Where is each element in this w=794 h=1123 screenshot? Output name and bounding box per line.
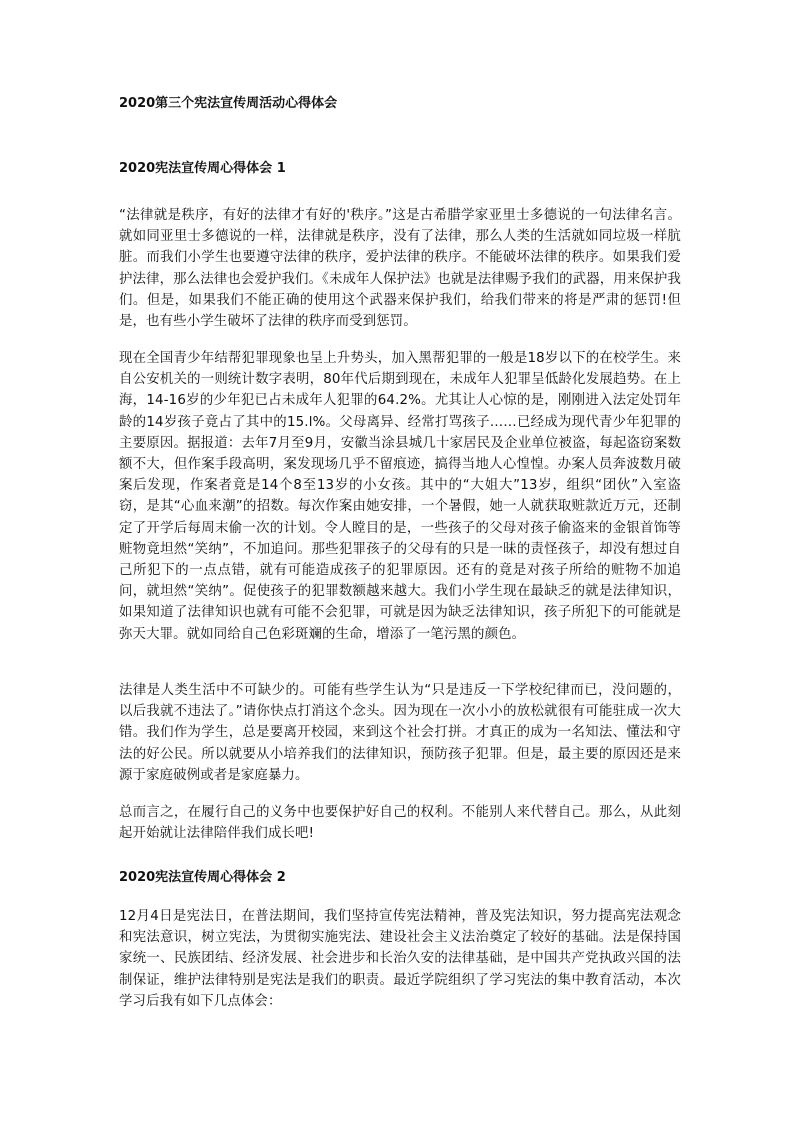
paragraph: 总而言之，在履行自己的义务中也要保护好自己的权利。不能别人来代替自己。那么，从此刻起开始就让法律陪伴我们成长吧! — [119, 805, 681, 842]
paragraph: 现在全国青少年结帮犯罪现象也呈上升势头，加入黑帮犯罪的一般是18岁以下的在校学生。来自公安机关的一则统计数字表明，80年代后期到现在，未成年人犯罪呈低龄化发展趋势。在上海，14-16岁的少年犯已占未成年人犯罪的64.2%。尤其让人心惊的是，刚刚进入法定处罚年龄的14岁孩子竟占了其中的15.l%。父母离异、经常打骂孩子……已经成为现代青少年犯罪的主要原因。据报道：去年7月至9月，安徽当涂县城几十家居民及企业单位被盗，每起盗窃案数额不大，但作案手段高明，案发现场几乎不留痕迹，搞得当地人心惶惶。办案人员奔波数月破案后发现，作案者竟是14个8至13岁的小女孩。其中的“大姐大”13岁，组织“团伙”入室盗窃，是其“心血来潮”的招数。每次作案由她安排，一个暑假，她一人就获取赃款近万元，还制定了开学后每周末偷一次的计划。令人瞠目的是，一些孩子的父母对孩子偷盗来的金银首饰等赃物竟坦然“笑纳”，不加追问。那些犯罪孩子的父母有的只是一昧的责怪孩子，却没有想过自己所犯下的一点点错，就有可能造成孩子的犯罪原因。还有的竟是对孩子所给的赃物不加追问，就坦然“笑纳”。促使孩子的犯罪数额越来越大。我们小学生现在最缺乏的就是法律知识，如果知道了法律知识也就有可能不会犯罪，可就是因为缺乏法律知识，孩子所犯下的可能就是弥天大罪。就如同给自己色彩斑斓的生命，增添了一笔污黑的颜色。 — [119, 351, 681, 642]
section-heading-2: 2020宪法宣传周心得体会 2 — [119, 870, 286, 885]
paragraph: 法律是人类生活中不可缺少的。可能有些学生认为“只是违反一下学校纪律而已，没问题的，以后我就不违法了。”请你快点打消这个念头。因为现在一次小小的放松就很有可能驻成一次大错。我们作为学生，总是要离开校园，来到这个社会打拼。才真正的成为一名知法、懂法和守法的好公民。所以就要从小培养我们的法律知识，预防孩子犯罪。但是，最主要的原因还是来源于家庭破例或者是家庭暴力。 — [119, 683, 681, 783]
paragraph: “法律就是秩序，有好的法律才有好的'秩序。”这是古希腊学家亚里士多德说的一句法律名言。就如同亚里士多德说的一样，法律就是秩序，没有了法律，那么人类的生活就如同垃圾一样肮脏。而我们小学生也要遵守法律的秩序，爱护法律的秩序。不能破坏法律的秩序。如果我们爱护法律，那么法律也会爱护我们。《未成年人保护法》也就是法律赐予我们的武器，用来保护我们。但是，如果我们不能正确的使用这个武器来保护我们，给我们带来的将是严肃的惩罚!但是，也有些小学生破坏了法律的秩序而受到惩罚。 — [119, 208, 682, 330]
section-heading-1: 2020宪法宣传周心得体会 1 — [119, 161, 286, 176]
paragraph: 12月4日是宪法日，在普法期间，我们坚持宣传宪法精神，普及宪法知识，努力提高宪法观念和宪法意识，树立宪法，为贯彻实施宪法、建设社会主义法治奠定了较好的基础。法是保持国家统一、民族团结、经济发展、社会进步和长治久安的法律基础，是中国共产党执政兴国的法制保证，维护法律特别是宪法是我们的职责。最近学院组织了学习宪法的集中教育活动，本次学习后我有如下几点体会： — [119, 909, 681, 1009]
document-title: 2020第三个宪法宣传周活动心得体会 — [119, 96, 338, 111]
